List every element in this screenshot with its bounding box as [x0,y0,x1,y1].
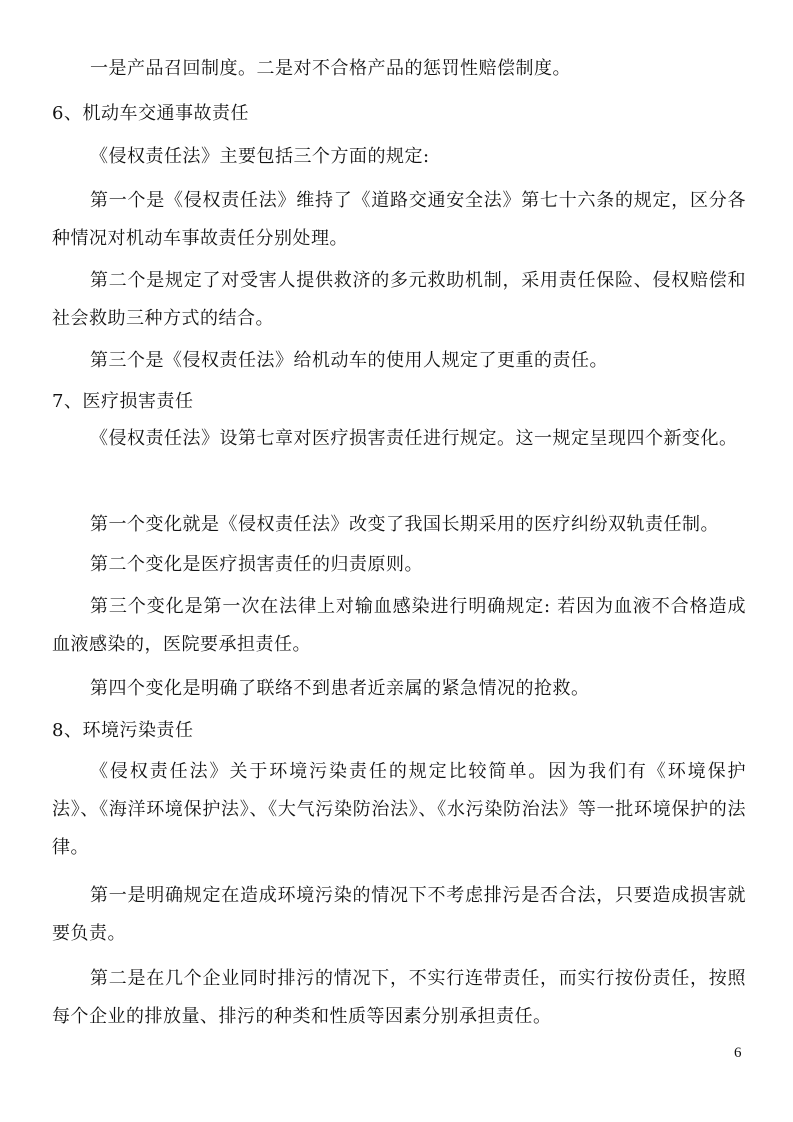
paragraph-product-recall: 一是产品召回制度。二是对不合格产品的惩罚性赔偿制度。 [90,58,571,79]
paragraph-three-aspects: 《侵权责任法》主要包括三个方面的规定: [90,146,430,167]
paragraph-environment-first: 第一是明确规定在造成环境污染的情况下不考虑排污是否合法，只要造成损害就要负责。 [52,885,746,944]
heading-section-8: 8、环境污染责任 [52,720,194,741]
paragraph-change-4: 第四个变化是明确了联络不到患者近亲属的紧急情况的抢救。 [90,678,590,699]
paragraph-medical-chapter: 《侵权责任法》设第七章对医疗损害责任进行规定。这一规定呈现四个新变化。 [90,428,738,449]
paragraph-first-traffic: 第一个是《侵权责任法》维持了《道路交通安全法》第七十六条的规定，区分各种情况对机动车事故责任分别处理。 [52,190,746,249]
heading-section-7: 7、医疗损害责任 [52,391,194,412]
paragraph-environment-second: 第二是在几个企业同时排污的情况下，不实行连带责任，而实行按份责任，按照每个企业的排放量、排污的种类和性质等因素分别承担责任。 [52,968,746,1027]
paragraph-second-traffic: 第二个是规定了对受害人提供救济的多元救助机制，采用责任保险、侵权赔偿和社会救助三种方式的结合。 [52,270,746,329]
page-number: 6 [734,1045,742,1061]
paragraph-change-1: 第一个变化就是《侵权责任法》改变了我国长期采用的医疗纠纷双轨责任制。 [90,514,719,535]
paragraph-environment-intro: 《侵权责任法》关于环境污染责任的规定比较简单。因为我们有《环境保护法》、《海洋环境保护法》、《大气污染防治法》、《水污染防治法》等一批环境保护的法律。 [52,761,746,858]
paragraph-change-2: 第二个变化是医疗损害责任的归责原则。 [90,554,423,575]
heading-section-6: 6、机动车交通事故责任 [52,103,249,124]
paragraph-third-traffic: 第三个是《侵权责任法》给机动车的使用人规定了更重的责任。 [90,350,608,371]
paragraph-change-3: 第三个变化是第一次在法律上对输血感染进行明确规定: 若因为血液不合格造成血液感染的，医院要承担责任。 [52,596,746,655]
